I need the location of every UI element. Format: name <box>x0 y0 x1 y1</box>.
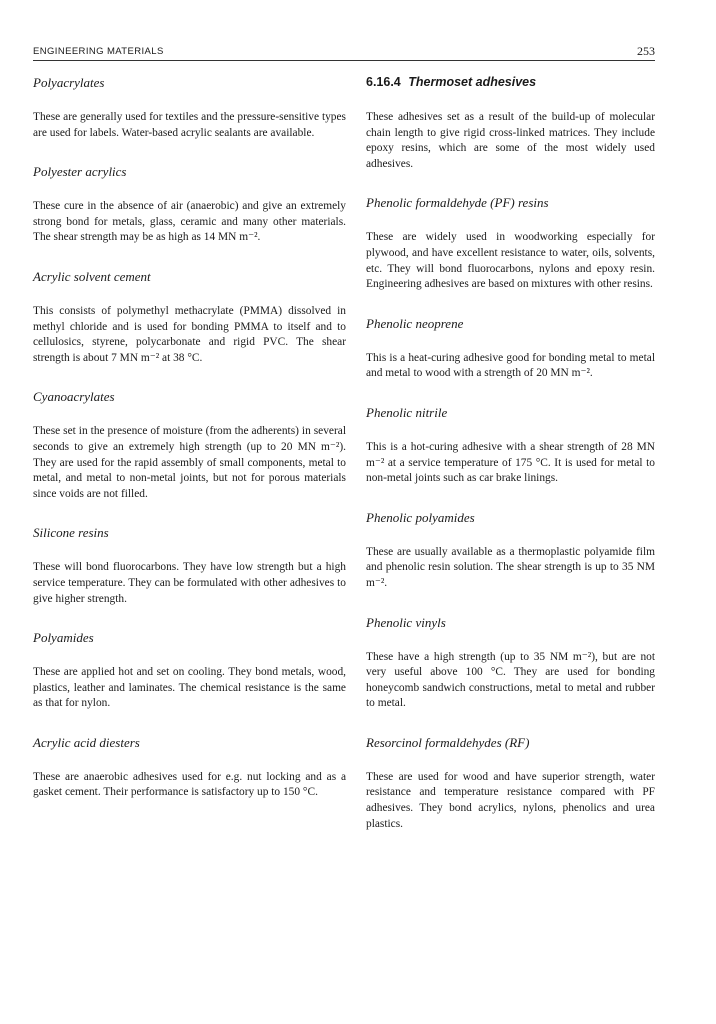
subsection-heading: Cyanoacrylates <box>33 389 115 405</box>
paragraph: These are applied hot and set on cooling. They bond metals, wood, plastics, leather and laminates. The chemical resistance is the same as that for nylon. <box>33 666 346 710</box>
paragraph: These are anaerobic adhesives used for e.g. nut locking and as a gasket cement. Their performance is satisfactory up to 150 °C. <box>33 770 346 799</box>
header-rule <box>33 60 655 61</box>
paragraph: These are usually available as a thermoplastic polyamide film and phenolic resin solution. The shear strength is up to 35 NM m⁻². <box>366 545 655 589</box>
paragraph: These are generally used for textiles and the pressure-sensitive types are used for labels. Water-based acrylic sealants are available. <box>33 111 346 139</box>
subsection-heading: Phenolic formaldehyde (PF) resins <box>366 195 549 211</box>
page-number: 253 <box>637 44 655 58</box>
paragraph: This consists of polymethyl methacrylate (PMMA) dissolved in methyl chloride and is used for bonding PMMA to itself and to cellulosics, styrene, polycarbonate and rigid PVC. The shear strength is about 7 MN m⁻² at 38 °C. <box>33 304 346 364</box>
paragraph: These have a high strength (up to 35 NM m⁻²), but are not very useful above 100 °C. They are used for bonding honeycomb sandwich constructions, metal to metal and rubber to metal. <box>366 650 655 710</box>
paragraph: These set in the presence of moisture (from the adherents) in several seconds to give an extremely high strength (up to 20 MN m⁻²). They are used for the rapid assembly of small components, metal to metal, and metal to non-metal joints, but not for porous materials since voids are not filled. <box>33 425 346 500</box>
right-column <box>366 74 655 854</box>
subsection-heading: Silicone resins <box>33 525 109 541</box>
section-number: 6.16.4 <box>366 75 401 89</box>
left-column <box>33 74 346 823</box>
paragraph: These will bond fluorocarbons. They have low strength but a high service temperature. They can be formulated with other adhesives to give higher strength. <box>33 561 346 605</box>
subsection-heading: Phenolic vinyls <box>366 614 446 630</box>
subsection-heading: Phenolic polyamides <box>366 509 475 525</box>
paragraph: These cure in the absence of air (anaerobic) and give an extremely strong bond for metals, glass, ceramic and many other materials. The shear strength may be as high as 14 MN m⁻². <box>33 200 346 244</box>
paragraph: This is a heat-curing adhesive good for bonding metal to metal and metal to wood with a strength of 20 MN m⁻². <box>366 351 655 380</box>
subsection-heading: Polyamides <box>33 630 94 646</box>
subsection-heading: Polyester acrylics <box>33 164 127 180</box>
section-title: Thermoset adhesives <box>408 75 537 89</box>
subsection-heading: Phenolic nitrile <box>366 404 448 420</box>
running-title: ENGINEERING MATERIALS <box>33 46 164 57</box>
section-intro: These adhesives set as a result of the build-up of molecular chain length to give rigid cross-linked matrices. They include epoxy resins, which are some of the most widely used adhesives. <box>366 111 655 170</box>
paragraph: This is a hot-curing adhesive with a shear strength of 28 MN m⁻² at a service temperature of 175 °C. It is used for metal to non-metal joints such as car brake linings. <box>366 440 655 485</box>
subsection-heading: Acrylic acid diesters <box>33 734 140 750</box>
subsection-heading: Acrylic solvent cement <box>33 268 151 284</box>
section-heading <box>366 74 655 91</box>
subsection-heading: Phenolic neoprene <box>366 315 464 331</box>
subsection-heading: Polyacrylates <box>33 75 105 90</box>
subsection-heading: Resorcinol formaldehydes (RF) <box>366 734 530 750</box>
paragraph: These are used for wood and have superior strength, water resistance and temperature resistance compared with PF adhesives. They bond acrylics, nylons, phenolics and urea plastics. <box>366 770 655 830</box>
paragraph: These are widely used in woodworking especially for plywood, and have excellent resistance to water, oils, solvents, etc. They will bond fluorocarbons, nylons and epoxy resin. Engineering adhesives are based on mixtures with other resins. <box>366 231 655 291</box>
